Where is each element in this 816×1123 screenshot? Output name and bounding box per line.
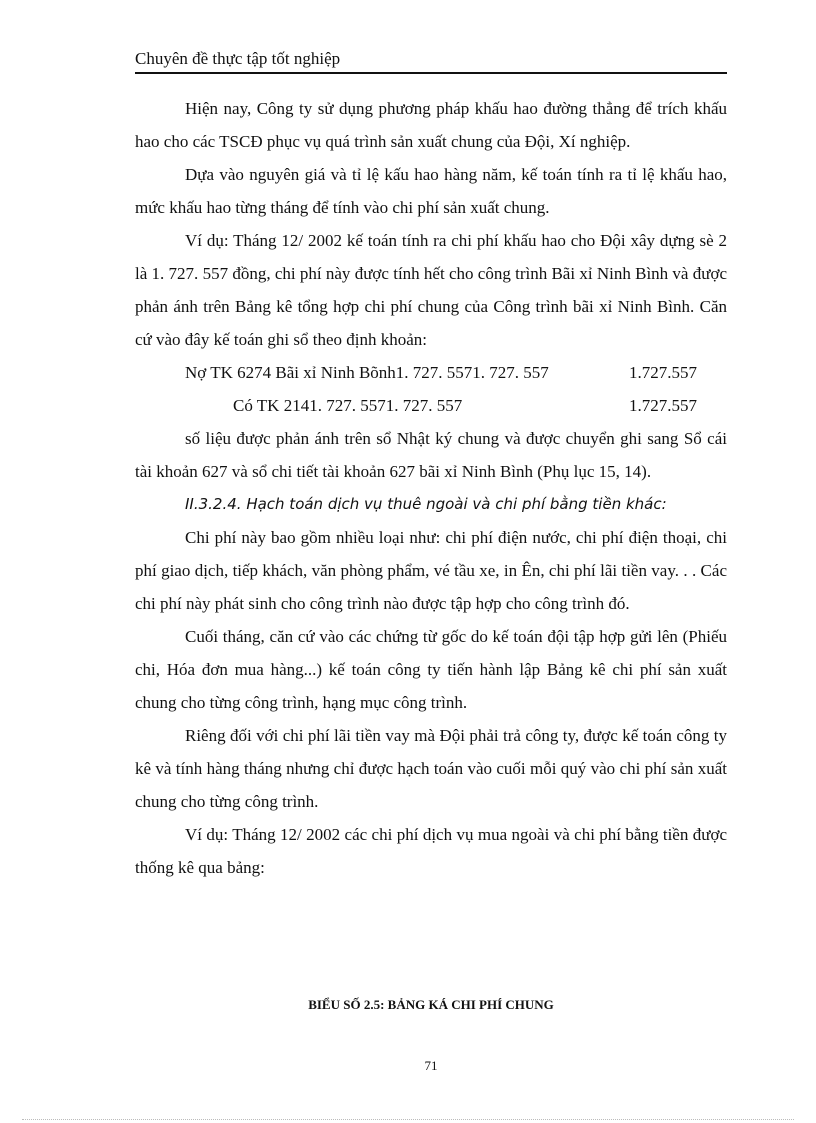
document-body — [135, 92, 727, 884]
page-bottom-divider — [22, 1119, 794, 1120]
header-title: Chuyên đề thực tập tốt nghiệp — [135, 49, 341, 68]
debit-account-label: Nợ TK 6274 Bãi xỉ Ninh Bõnh1. 727. 5571. 727. 557 — [185, 363, 549, 382]
debit-amount: 1.727.557 — [629, 363, 697, 382]
paragraph-month-end: Cuối tháng, căn cứ vào các chứng từ gốc do kế toán đội tập hợp gửi lên (Phiếu chi, Hóa đơn mua hàng...) kế toán công ty tiến hành lập Bảng kê chi phí sản xuất chung cho từng công trình, hạng mục công trình. — [135, 627, 727, 712]
journal-entry-debit — [135, 356, 727, 389]
paragraph-depreciation-example: Ví dụ: Tháng 12/ 2002 kế toán tính ra chi phí khấu hao cho Đội xây dựng sè 2 là 1. 727. 557 đồng, chi phí này được tính hết cho công trình Bãi xỉ Ninh Bình và được phản ánh trên Bảng kê tổng hợp chi phí chung của Công trình bãi xỉ Ninh Bình. Căn cứ vào đây kế toán ghi sổ theo định khoản: — [135, 231, 727, 349]
table-title: BIỂU SỐ 2.5: BẢNG KÁ CHI PHÍ CHUNG — [308, 997, 554, 1012]
credit-amount: 1.727.557 — [629, 396, 697, 415]
paragraph-depreciation-rate: Dựa vào nguyên giá và tỉ lệ kấu hao hàng năm, kế toán tính ra tỉ lệ khấu hao, mức khấu hao từng tháng để tính vào chi phí sản xuất chung. — [135, 165, 727, 217]
paragraph-ledger-posting: số liệu được phản ánh trên sổ Nhật ký chung và được chuyển ghi sang Sổ cái tài khoản 627 và sổ chi tiết tài khoản 627 bãi xỉ Ninh Bình (Phụ lục 15, 14). — [135, 429, 727, 481]
paragraph-services-example: Ví dụ: Tháng 12/ 2002 các chi phí dịch vụ mua ngoài và chi phí bằng tiền được thống kê qua bảng: — [135, 825, 727, 877]
paragraph-interest-cost: Riêng đối với chi phí lãi tiền vay mà Đội phải trả công ty, được kế toán công ty kê và tính hàng tháng nhưng chỉ được hạch toán vào cuối mỗi quý vào chi phí sản xuất chung cho từng công trình. — [135, 726, 727, 811]
section-heading: II.3.2.4. Hạch toán dịch vụ thuê ngoài và chi phí bằng tiền khác: — [185, 495, 667, 513]
paragraph-other-costs: Chi phí này bao gồm nhiều loại như: chi phí điện nước, chi phí điện thoại, chi phí giao dịch, tiếp khách, văn phòng phẩm, vé tầu xe, in Ên, chi phí lãi tiền vay. . . Các chi phí này phát sinh cho công trình nào được tập hợp cho công trình đó. — [135, 528, 727, 613]
page-header — [135, 48, 727, 74]
paragraph-depreciation-method: Hiện nay, Công ty sử dụng phương pháp khấu hao đường thẳng để trích khấu hao cho các TSCĐ phục vụ quá trình sản xuất chung của Đội, Xí nghiệp. — [135, 99, 727, 151]
credit-account-label: Có TK 2141. 727. 5571. 727. 557 — [233, 396, 463, 415]
page-number: 71 — [424, 1058, 438, 1073]
journal-entry-credit — [135, 389, 727, 422]
